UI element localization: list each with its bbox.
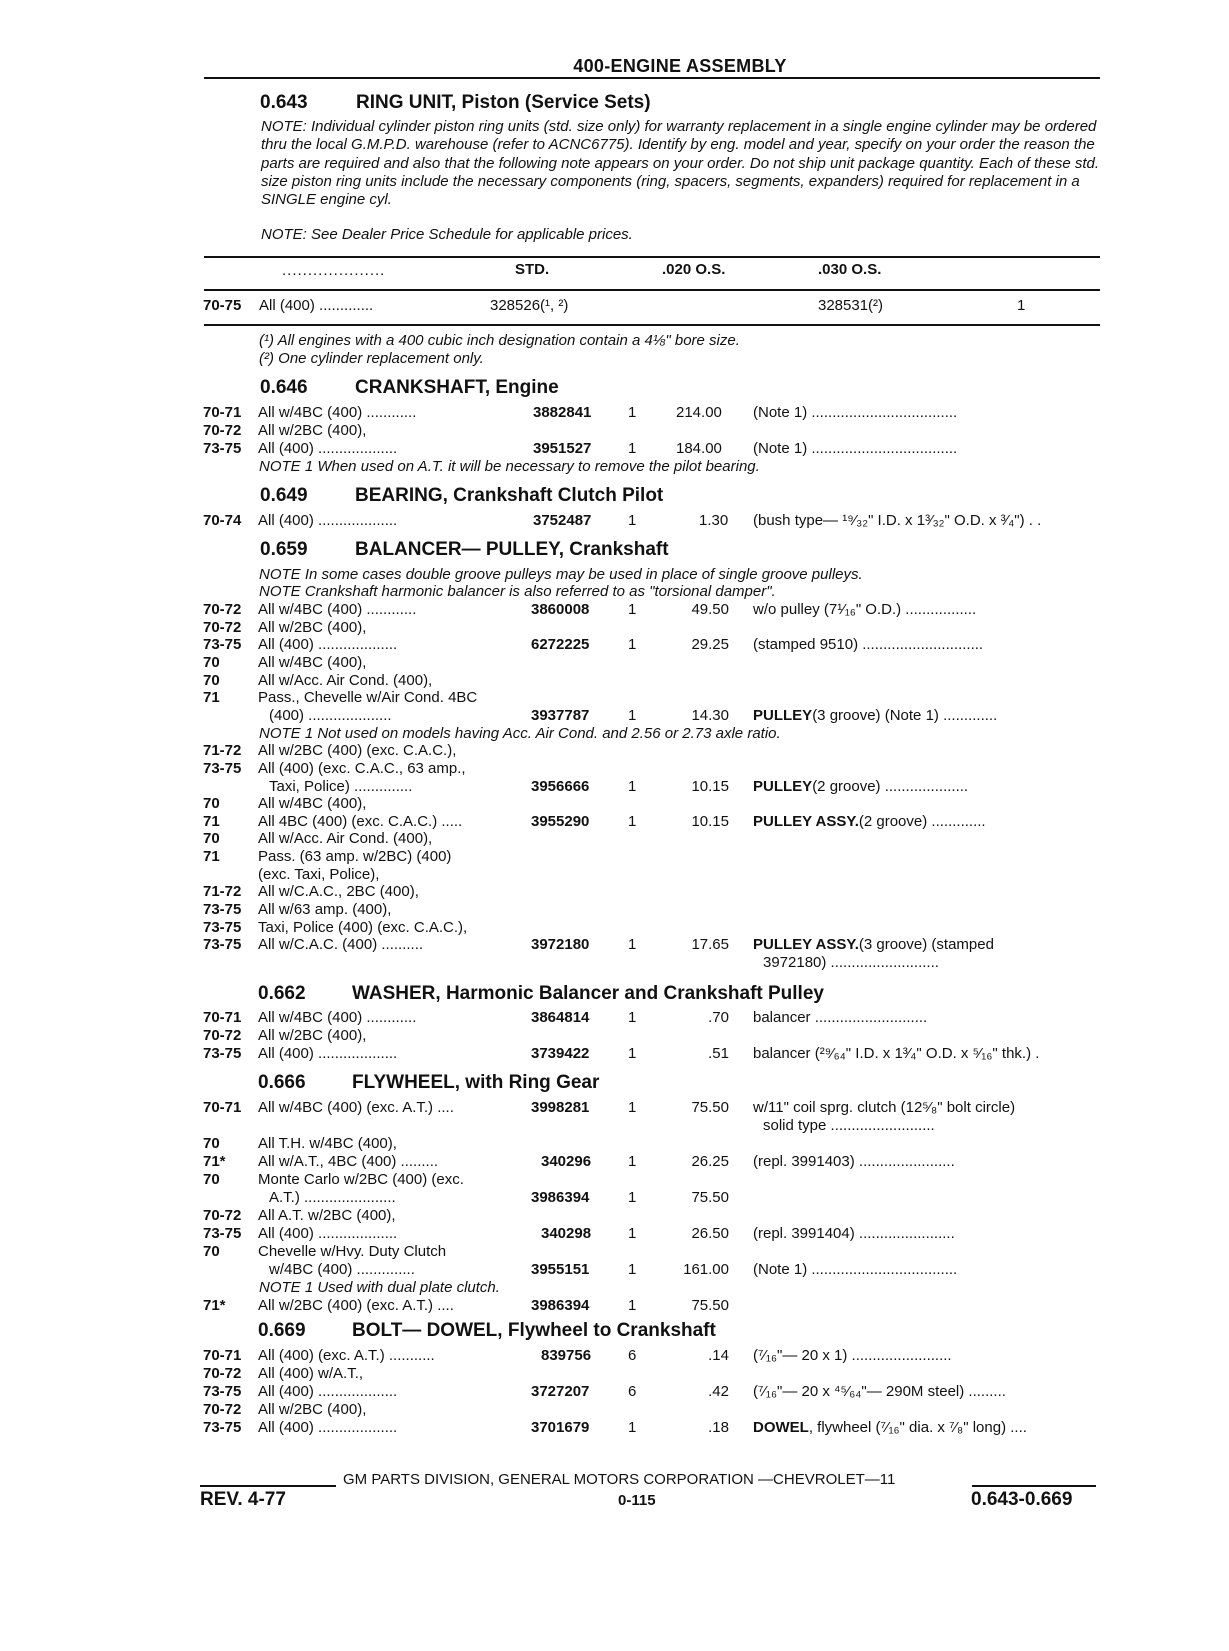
section-number: 0.643 [260, 92, 308, 113]
year-range: 70-74 [203, 512, 242, 529]
section-title: BEARING, Crankshaft Clutch Pilot [355, 485, 664, 506]
row-note: (3 groove) (Note 1) ............. [812, 706, 998, 724]
row-description: All w/4BC (400) ............ [258, 404, 417, 421]
price: 75.50 [691, 1297, 729, 1314]
year-range: 73-75 [203, 1419, 242, 1436]
row-note-label: PULLEY ASSY. [753, 936, 859, 954]
price: 26.25 [691, 1153, 729, 1170]
price: 184.00 [676, 440, 722, 457]
year-range: 70-71 [203, 1347, 242, 1364]
table-rule [204, 256, 1100, 258]
section-note: NOTE In some cases double groove pulleys may be used in place of single groove pulleys. [259, 566, 863, 583]
quantity: 1 [628, 706, 637, 724]
row-note: balancer ........................... [753, 1009, 928, 1026]
price: .14 [708, 1347, 729, 1364]
row-note: (Note 1) ................................... [753, 404, 958, 421]
header-rule [204, 77, 1100, 79]
footer-revision: REV. 4-77 [200, 1489, 286, 1510]
year-range: 73-75 [203, 1045, 242, 1062]
section-title: CRANKSHAFT, Engine [355, 377, 559, 398]
section-title: BOLT— DOWEL, Flywheel to Crankshaft [352, 1320, 716, 1341]
year-range: 70-72 [203, 422, 242, 439]
footer-publisher: GM PARTS DIVISION, GENERAL MOTORS CORPORATION —CHEVROLET—11 [343, 1471, 896, 1488]
year-range: 71* [203, 1153, 226, 1170]
quantity: 6 [628, 1347, 637, 1364]
row-description: All w/Acc. Air Cond. (400), [258, 830, 433, 848]
year-range: 73-75 [203, 1383, 242, 1400]
row-description: All w/2BC (400), [258, 1401, 367, 1418]
part-number: 340298 [541, 1225, 592, 1242]
row-description: A.T.) ...................... [269, 1189, 396, 1206]
year-range: 70 [203, 1135, 220, 1152]
column-header-030: .030 O.S. [818, 261, 882, 278]
section-title: RING UNIT, Piston (Service Sets) [356, 92, 651, 113]
quantity: 1 [628, 1225, 637, 1242]
row-description: Pass., Chevelle w/Air Cond. 4BC [258, 689, 478, 707]
row-description: All (400) w/A.T., [258, 1365, 364, 1382]
row-note: (stamped 9510) ............................. [753, 636, 984, 654]
row-note: (⁷⁄₁₆"— 20 x ⁴⁵⁄₆₄"— 290M steel) ......... [753, 1383, 1006, 1400]
year-range: 71 [203, 848, 220, 866]
year-range: 73-75 [203, 936, 242, 954]
row-note-label: PULLEY [753, 706, 813, 724]
part-number: 3972180 [531, 936, 590, 954]
part-number: 3986394 [531, 1297, 590, 1314]
section-note: NOTE 1 When used on A.T. it will be necessary to remove the pilot bearing. [259, 458, 760, 475]
row-note: balancer (²⁹⁄₆₄" I.D. x 1³⁄₄" O.D. x ⁵⁄₁₆" thk.) . [753, 1045, 1040, 1062]
row-description: All 4BC (400) (exc. C.A.C.) ..... [258, 812, 463, 830]
quantity: 1 [628, 812, 637, 830]
price: .70 [708, 1009, 729, 1026]
row-description: All w/A.T., 4BC (400) ......... [258, 1153, 439, 1170]
year-range: 70-72 [203, 618, 242, 636]
section-number: 0.662 [258, 983, 306, 1004]
footer-rule-left [200, 1485, 336, 1487]
row-description: All w/4BC (400) ............ [258, 601, 417, 618]
quantity: 1 [628, 1297, 637, 1314]
footnote: (²) One cylinder replacement only. [259, 350, 484, 367]
row-description: NOTE 1 Used with dual plate clutch. [259, 1279, 500, 1296]
part-number: 3860008 [531, 601, 590, 618]
price: .18 [708, 1419, 729, 1436]
year-range: 73-75 [203, 1225, 242, 1242]
row-description: All (400) ............. [259, 297, 374, 314]
quantity: 1 [628, 601, 637, 618]
part-number: 3955290 [531, 812, 590, 830]
part-number: 3937787 [531, 706, 590, 724]
part-number: 3998281 [531, 1099, 590, 1116]
year-range: 70 [203, 1171, 220, 1188]
price: 161.00 [683, 1261, 729, 1278]
row-note: (2 groove) .................... [812, 777, 969, 795]
row-description: Chevelle w/Hvy. Duty Clutch [258, 1243, 447, 1260]
section-number: 0.659 [260, 539, 308, 560]
year-range: 73-75 [203, 759, 242, 777]
section-note: NOTE: See Dealer Price Schedule for applicable prices. [261, 226, 633, 243]
section-number: 0.666 [258, 1072, 306, 1093]
price: .42 [708, 1383, 729, 1400]
row-note: (bush type— ¹⁹⁄₃₂" I.D. x 1³⁄₃₂" O.D. x ³⁄₄") . . [753, 512, 1042, 529]
row-description: Taxi, Police (400) (exc. C.A.C.), [258, 918, 468, 936]
year-range: 71* [203, 1297, 226, 1314]
row-note: (3 groove) (stamped [858, 936, 994, 954]
price: 214.00 [676, 404, 722, 421]
footer-rule-right [972, 1485, 1096, 1487]
year-range: 71 [203, 812, 220, 830]
part-number: 6272225 [531, 636, 590, 654]
price: 49.50 [691, 601, 729, 618]
price: .51 [708, 1045, 729, 1062]
part-number: 3882841 [533, 404, 592, 421]
column-header-020: .020 O.S. [662, 261, 726, 278]
quantity: 1 [628, 777, 637, 795]
year-range: 71-72 [203, 742, 242, 760]
year-range: 70 [203, 830, 220, 848]
part-number: 3701679 [531, 1419, 590, 1436]
year-range: 70-71 [203, 1099, 242, 1116]
quantity: 1 [628, 1261, 637, 1278]
row-note: (repl. 3991403) ....................... [753, 1153, 955, 1170]
row-description: Taxi, Police) .............. [269, 777, 413, 795]
row-note: (Note 1) ................................... [753, 1261, 958, 1278]
part-number: 3864814 [531, 1009, 590, 1026]
row-description: All w/4BC (400), [258, 653, 367, 671]
row-description: All (400) ................... [258, 512, 398, 529]
quantity: 1 [628, 404, 637, 421]
section-number: 0.669 [258, 1320, 306, 1341]
row-description: All (400) ................... [258, 1419, 398, 1436]
section-number: 0.649 [260, 485, 308, 506]
row-note: w/11" coil sprg. clutch (12⁵⁄₈" bolt circle) [753, 1099, 1016, 1116]
row-note: (⁷⁄₁₆"— 20 x 1) ........................ [753, 1347, 952, 1364]
row-description: All w/63 amp. (400), [258, 901, 392, 919]
footer-range: 0.643-0.669 [971, 1489, 1073, 1510]
section-note: NOTE: Individual cylinder piston ring units (std. size only) for warranty replacement in a single engine cylinder may be ordered thru the local G.M.P.D. warehouse (refer to ACNC6775). Identify by eng. model and year, specify on your order the reason the parts are required and also that the following note appears on your order. Do not ship unit package quantity. Each of these std. size piston ring units include the necessary components (ring, spacers, segments, expanders) required for replacement in a SINGLE engine cyl. [261, 118, 1100, 209]
row-note: , flywheel (⁷⁄₁₆" dia. x ⁷⁄₈" long) .... [808, 1419, 1027, 1436]
row-description: All w/2BC (400), [258, 1027, 367, 1044]
row-description: (exc. Taxi, Police), [258, 865, 380, 883]
row-description: All (400) ................... [258, 440, 398, 457]
quantity: 1 [628, 1099, 637, 1116]
price: 26.50 [691, 1225, 729, 1242]
part-number: 3955151 [531, 1261, 590, 1278]
row-description: All (400) ................... [258, 1225, 398, 1242]
part-number-std: 328526(¹, ²) [490, 297, 569, 314]
quantity: 1 [628, 636, 637, 654]
row-description: All w/C.A.C. (400) .......... [258, 936, 424, 954]
year-range: 70-72 [203, 601, 242, 618]
year-range: 73-75 [203, 901, 242, 919]
part-number: 3986394 [531, 1189, 590, 1206]
price: 1.30 [699, 512, 729, 529]
row-note-label: PULLEY [753, 777, 813, 795]
year-range: 73-75 [203, 918, 242, 936]
quantity: 1 [628, 512, 637, 529]
quantity: 6 [628, 1383, 637, 1400]
year-range: 70-71 [203, 1009, 242, 1026]
row-note: (2 groove) ............. [858, 812, 986, 830]
row-note-label: PULLEY ASSY. [753, 812, 859, 830]
row-description: (400) .................... [269, 706, 392, 724]
row-note: (repl. 3991404) ....................... [753, 1225, 955, 1242]
price: 29.25 [691, 636, 729, 654]
part-number-030: 328531(²) [818, 297, 884, 314]
year-range: 70 [203, 671, 220, 689]
price: 14.30 [691, 706, 729, 724]
price: 75.50 [691, 1189, 729, 1206]
part-number: 3951527 [533, 440, 592, 457]
row-description: All w/2BC (400), [258, 618, 367, 636]
year-range: 70-72 [203, 1401, 242, 1418]
section-title: FLYWHEEL, with Ring Gear [352, 1072, 600, 1093]
section-number: 0.646 [260, 377, 308, 398]
page-title: 400-ENGINE ASSEMBLY [573, 56, 787, 76]
year-range: 70 [203, 795, 220, 813]
part-number: 3956666 [531, 777, 590, 795]
year-range: 70-72 [203, 1207, 242, 1224]
row-description: All (400) (exc. C.A.C., 63 amp., [258, 759, 466, 777]
row-description: All w/C.A.C., 2BC (400), [258, 883, 419, 901]
quantity: 1 [628, 1189, 637, 1206]
year-range: 70-75 [203, 297, 242, 314]
column-leader: .................... [282, 262, 386, 279]
footer-page-number: 0-115 [618, 1492, 656, 1509]
quantity: 1 [628, 936, 637, 954]
row-description: All T.H. w/4BC (400), [258, 1135, 397, 1152]
row-description: Monte Carlo w/2BC (400) (exc. [258, 1171, 464, 1188]
row-description: All (400) ................... [258, 636, 398, 654]
row-description: All w/4BC (400) ............ [258, 1009, 417, 1026]
section-title: WASHER, Harmonic Balancer and Crankshaft Pulley [352, 983, 824, 1004]
part-number: 839756 [541, 1347, 592, 1364]
part-number: 340296 [541, 1153, 592, 1170]
quantity: 1 [628, 440, 637, 457]
table-rule [204, 324, 1100, 326]
row-description: All (400) ................... [258, 1383, 398, 1400]
year-range: 70-71 [203, 404, 242, 421]
footnote: (¹) All engines with a 400 cubic inch designation contain a 4⅛" bore size. [259, 332, 740, 349]
quantity: 1 [628, 1009, 637, 1026]
quantity: 1 [628, 1419, 637, 1436]
row-note: (Note 1) ................................... [753, 440, 958, 457]
year-range: 73-75 [203, 440, 242, 457]
table-rule [204, 289, 1100, 291]
row-description: All w/4BC (400), [258, 795, 367, 813]
row-description: All A.T. w/2BC (400), [258, 1207, 396, 1224]
section-note: NOTE Crankshaft harmonic balancer is also referred to as "torsional damper". [259, 583, 776, 600]
part-number: 3739422 [531, 1045, 590, 1062]
row-description: w/4BC (400) .............. [269, 1261, 415, 1278]
row-description: All w/Acc. Air Cond. (400), [258, 671, 433, 689]
price: 75.50 [691, 1099, 729, 1116]
year-range: 70 [203, 653, 220, 671]
section-title: BALANCER— PULLEY, Crankshaft [355, 539, 669, 560]
quantity: 1 [1017, 297, 1026, 314]
quantity: 1 [628, 1153, 637, 1170]
part-number: 3727207 [531, 1383, 590, 1400]
row-note: solid type ......................... [763, 1117, 935, 1134]
row-note: 3972180) .......................... [763, 954, 939, 971]
column-header-std: STD. [515, 261, 550, 278]
row-description: All w/4BC (400) (exc. A.T.) .... [258, 1099, 454, 1116]
quantity: 1 [628, 1045, 637, 1062]
row-description: All (400) ................... [258, 1045, 398, 1062]
year-range: 71-72 [203, 883, 242, 901]
row-description: All w/2BC (400) (exc. A.T.) .... [258, 1297, 454, 1314]
part-number: 3752487 [533, 512, 592, 529]
row-note-label: DOWEL [753, 1419, 809, 1436]
year-range: 70 [203, 1243, 220, 1260]
price: 10.15 [691, 812, 729, 830]
year-range: 70-72 [203, 1027, 242, 1044]
row-description: All w/2BC (400), [258, 422, 367, 439]
row-description: All w/2BC (400) (exc. C.A.C.), [258, 742, 457, 760]
row-description: NOTE 1 Not used on models having Acc. Air Cond. and 2.56 or 2.73 axle ratio. [259, 724, 781, 742]
row-note: w/o pulley (7¹⁄₁₆" O.D.) ................. [753, 601, 977, 618]
year-range: 71 [203, 689, 220, 707]
row-description: All (400) (exc. A.T.) ........... [258, 1347, 435, 1364]
price: 10.15 [691, 777, 729, 795]
price: 17.65 [691, 936, 729, 954]
year-range: 73-75 [203, 636, 242, 654]
row-description: Pass. (63 amp. w/2BC) (400) [258, 848, 452, 866]
year-range: 70-72 [203, 1365, 242, 1382]
